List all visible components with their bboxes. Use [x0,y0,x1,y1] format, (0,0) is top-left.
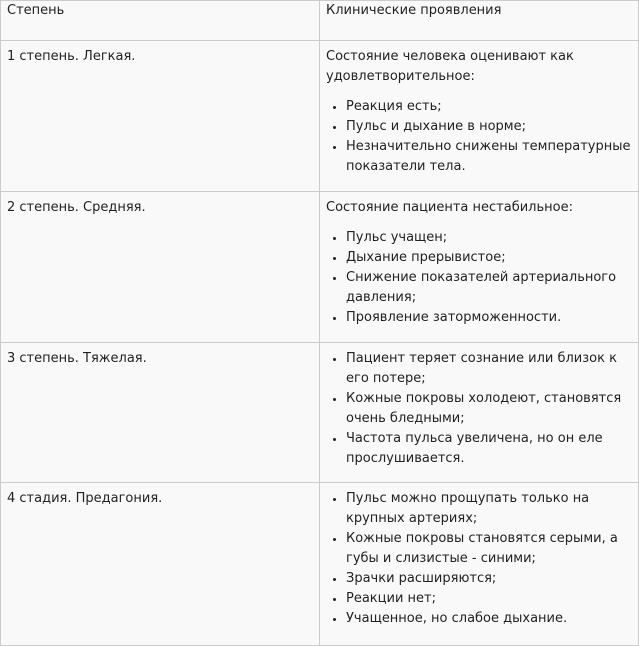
table-header-row [1,1,639,41]
header-manifestations: Клинические проявления [320,1,639,41]
cell-intro: Состояние пациента нестабильное: [326,200,573,215]
manifestations-cell [320,192,639,343]
list-item: • Зрачки расширяются; [346,569,632,589]
symptom-list [326,489,632,629]
list-item: • Пульс и дыхание в норме; [346,117,632,137]
list-item: • Пациент теряет сознание или близок к его потере; [346,349,632,389]
header-degree: Степень [1,1,320,41]
list-item: • Проявление заторможенности. [346,308,632,328]
list-item: • Учащенное, но слабое дыхание. [346,609,632,629]
degree-cell: 4 стадия. Предагония. [1,483,320,646]
table-row [1,41,639,192]
manifestations-cell [320,483,639,646]
list-item: • Пульс можно прощупать только на крупных артериях; [346,489,632,529]
manifestations-cell [320,41,639,192]
symptom-list [326,228,632,328]
table-row [1,343,639,483]
list-item: • Реакция есть; [346,97,632,117]
list-item: • Реакции нет; [346,589,632,609]
degree-cell: 1 степень. Легкая. [1,41,320,192]
degree-cell: 3 степень. Тяжелая. [1,343,320,483]
table-row [1,192,639,343]
list-item: • Пульс учащен; [346,228,632,248]
manifestations-cell [320,343,639,483]
degree-cell: 2 степень. Средняя. [1,192,320,343]
list-item: • Снижение показателей артериального давления; [346,268,632,308]
list-item: • Незначительно снижены температурные показатели тела. [346,137,632,177]
list-item: • Дыхание прерывистое; [346,248,632,268]
list-item: • Частота пульса увеличена, но он еле прослушивается. [346,429,632,469]
symptom-list [326,97,632,177]
list-item: • Кожные покровы холодеют, становятся очень бледными; [346,389,632,429]
list-item: • Кожные покровы становятся серыми, а губы и слизистые - синими; [346,529,632,569]
table-row [1,483,639,646]
cell-intro: Состояние человека оценивают как удовлетворительное: [326,49,574,84]
symptom-list [326,349,632,469]
